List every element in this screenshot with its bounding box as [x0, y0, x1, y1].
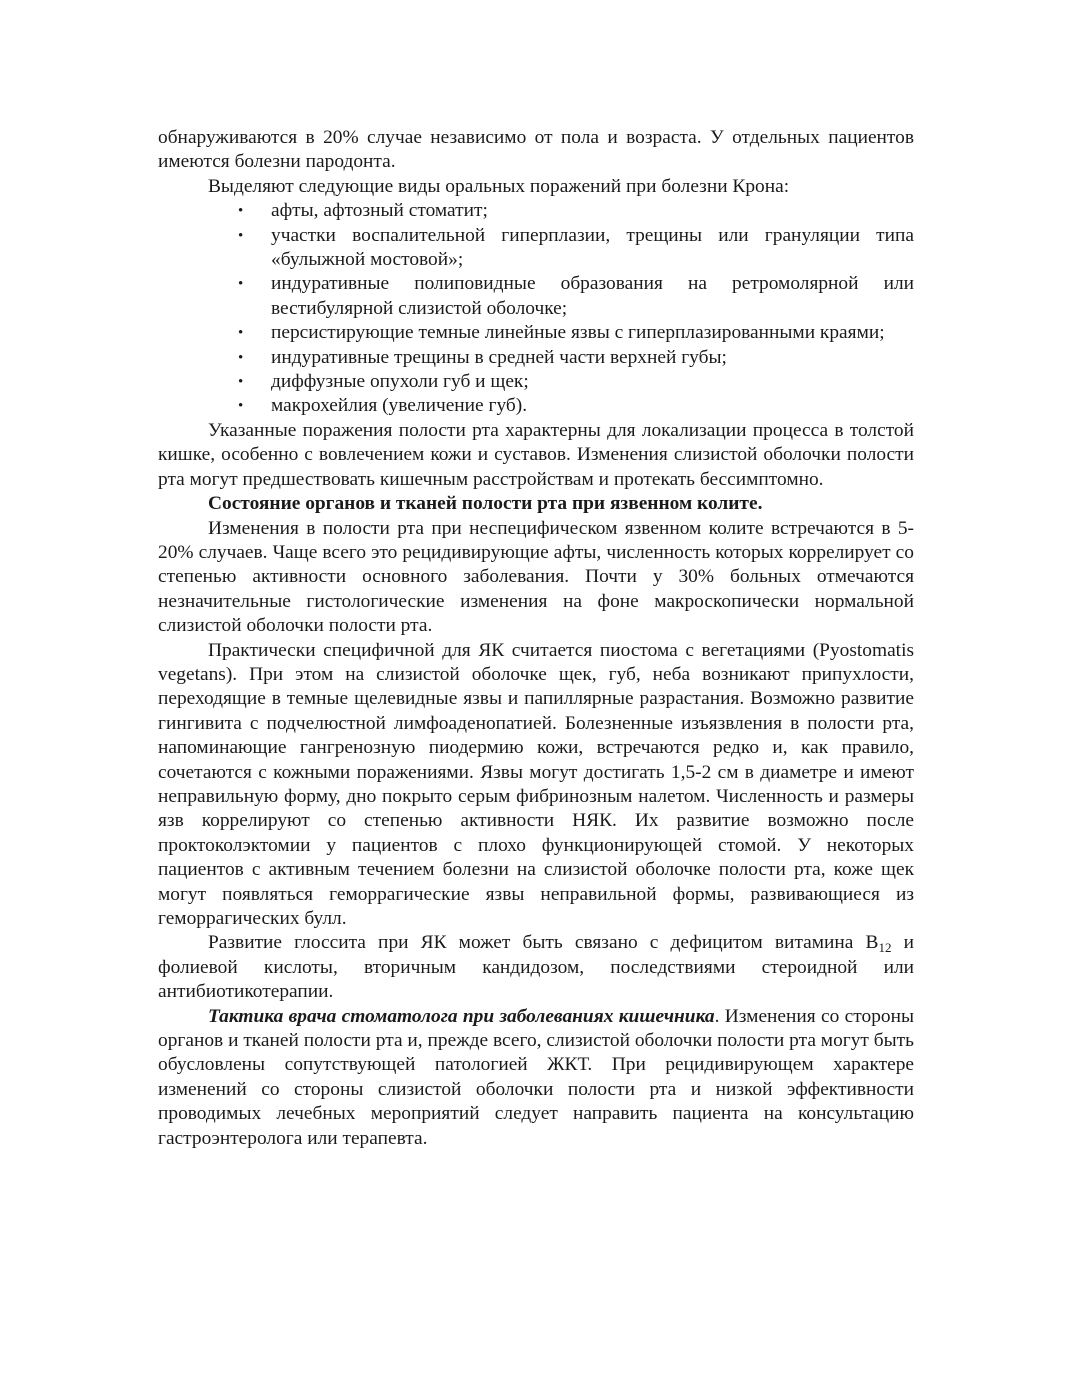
section-heading: Состояние органов и тканей полости рта при язвенном колите.: [208, 493, 763, 515]
paragraph-uc-changes: Изменения в полости рта при неспецифическом язвенном колите встречаются в 5-20% случаев. Чаще всего это рецидивирующие афты, численность которых коррелирует со степенью активности основного заболевания. Почти у 30% больных отмечаются незначительные гистологические изменения на фоне макроскопически нормальной слизистой оболочки полости рта.: [158, 517, 914, 637]
list-item: [158, 224, 914, 273]
list-item: [158, 199, 914, 223]
list-item: [158, 272, 914, 321]
glossitis-text-start: Развитие глоссита при ЯК может быть связано с дефицитом витамина B: [208, 932, 879, 954]
list-item: [158, 370, 914, 394]
list-item: [158, 321, 914, 345]
list-item-text: диффузные опухоли губ и щек;: [271, 371, 529, 393]
bullet-icon: •: [238, 227, 244, 244]
tactics-heading: Тактика врача стоматолога при заболеваниях кишечника: [208, 1005, 715, 1027]
list-item-text: индуративные полиповидные образования на ретромолярной или вестибулярной слизистой оболочке;: [271, 273, 914, 319]
paragraph-intro: обнаруживаются в 20% случае независимо от пола и возраста. У отдельных пациентов имеются болезни пародонта.: [158, 127, 914, 173]
glossitis-text-end: и фолиевой кислоты, вторичным кандидозом, последствиями стероидной или антибиотикотерапии.: [158, 932, 914, 1003]
paragraph-list-lead: Выделяют следующие виды оральных поражений при болезни Крона:: [208, 175, 790, 197]
list-item-text: макрохейлия (увеличение губ).: [271, 395, 528, 417]
paragraph-pyostomatitis: Практически специфичной для ЯК считается пиостома с вегетациями (Pyostomatis vegetans). При этом на слизистой оболочке щек, губ, неба возникают припухлости, переходящие в темные щелевидные язвы и папиллярные разрастания. Возможно развитие гингивита с подчелюстной лимфоаденопатией. Болезненные изъязвления в полости рта, напоминающие гангренозную пиодермию кожи, встречаются редко и, как правило, сочетаются с кожными поражениями. Язвы могут достигать 1,5-2 см в диаметре и имеют неправильную форму, дно покрыто серым фибринозным налетом. Численность и размеры язв коррелируют со степенью активности НЯК. Их развитие возможно после проктоколэктомии у пациентов с плохо функционирующей стомой. У некоторых пациентов с активным течением болезни на слизистой оболочке полости рта, коже щек могут появляться геморрагические язвы неправильной формы, развивающиеся из геморрагических булл.: [158, 639, 914, 929]
bullet-icon: •: [238, 203, 244, 220]
bullet-icon: •: [238, 276, 244, 293]
list-item-text: участки воспалительной гиперплазии, трещины или грануляции типа «булыжной мостовой»;: [271, 224, 914, 271]
list-item-text: персистирующие темные линейные язвы с гиперплазированными краями;: [271, 322, 885, 344]
list-item: [158, 346, 914, 370]
paragraph-glossitis: [158, 931, 914, 1004]
bullet-icon: •: [238, 325, 244, 342]
bullet-icon: •: [238, 398, 244, 415]
tactics-text: . Изменения со стороны органов и тканей полости рта и, прежде всего, слизистой оболочки полости рта могут быть обусловлены сопутствующей патологией ЖКТ. При рецидивирующем характере изменений со стороны слизистой оболочки полости рта и низкой эффективности проводимых лечебных мероприятий следует направить пациента на консультацию гастроэнтеролога или терапевта.: [158, 1005, 914, 1149]
bullet-icon: •: [238, 349, 244, 366]
list-item-text: афты, афтозный стоматит;: [271, 200, 488, 222]
paragraph-crohn-summary: Указанные поражения полости рта характерны для локализации процесса в толстой кишке, особенно с вовлечением кожи и суставов. Изменения слизистой оболочки полости рта могут предшествовать кишечным расстройствам и протекать бессимптомно.: [158, 419, 914, 490]
list-item-text: индуративные трещины в средней части верхней губы;: [271, 346, 727, 368]
paragraph-dentist-tactics: [158, 1005, 914, 1151]
vitamin-subscript: 12: [878, 940, 892, 956]
list-item: [158, 394, 914, 418]
oral-lesions-list: [158, 199, 914, 419]
bullet-icon: •: [238, 374, 244, 391]
document-page: [158, 126, 914, 1151]
